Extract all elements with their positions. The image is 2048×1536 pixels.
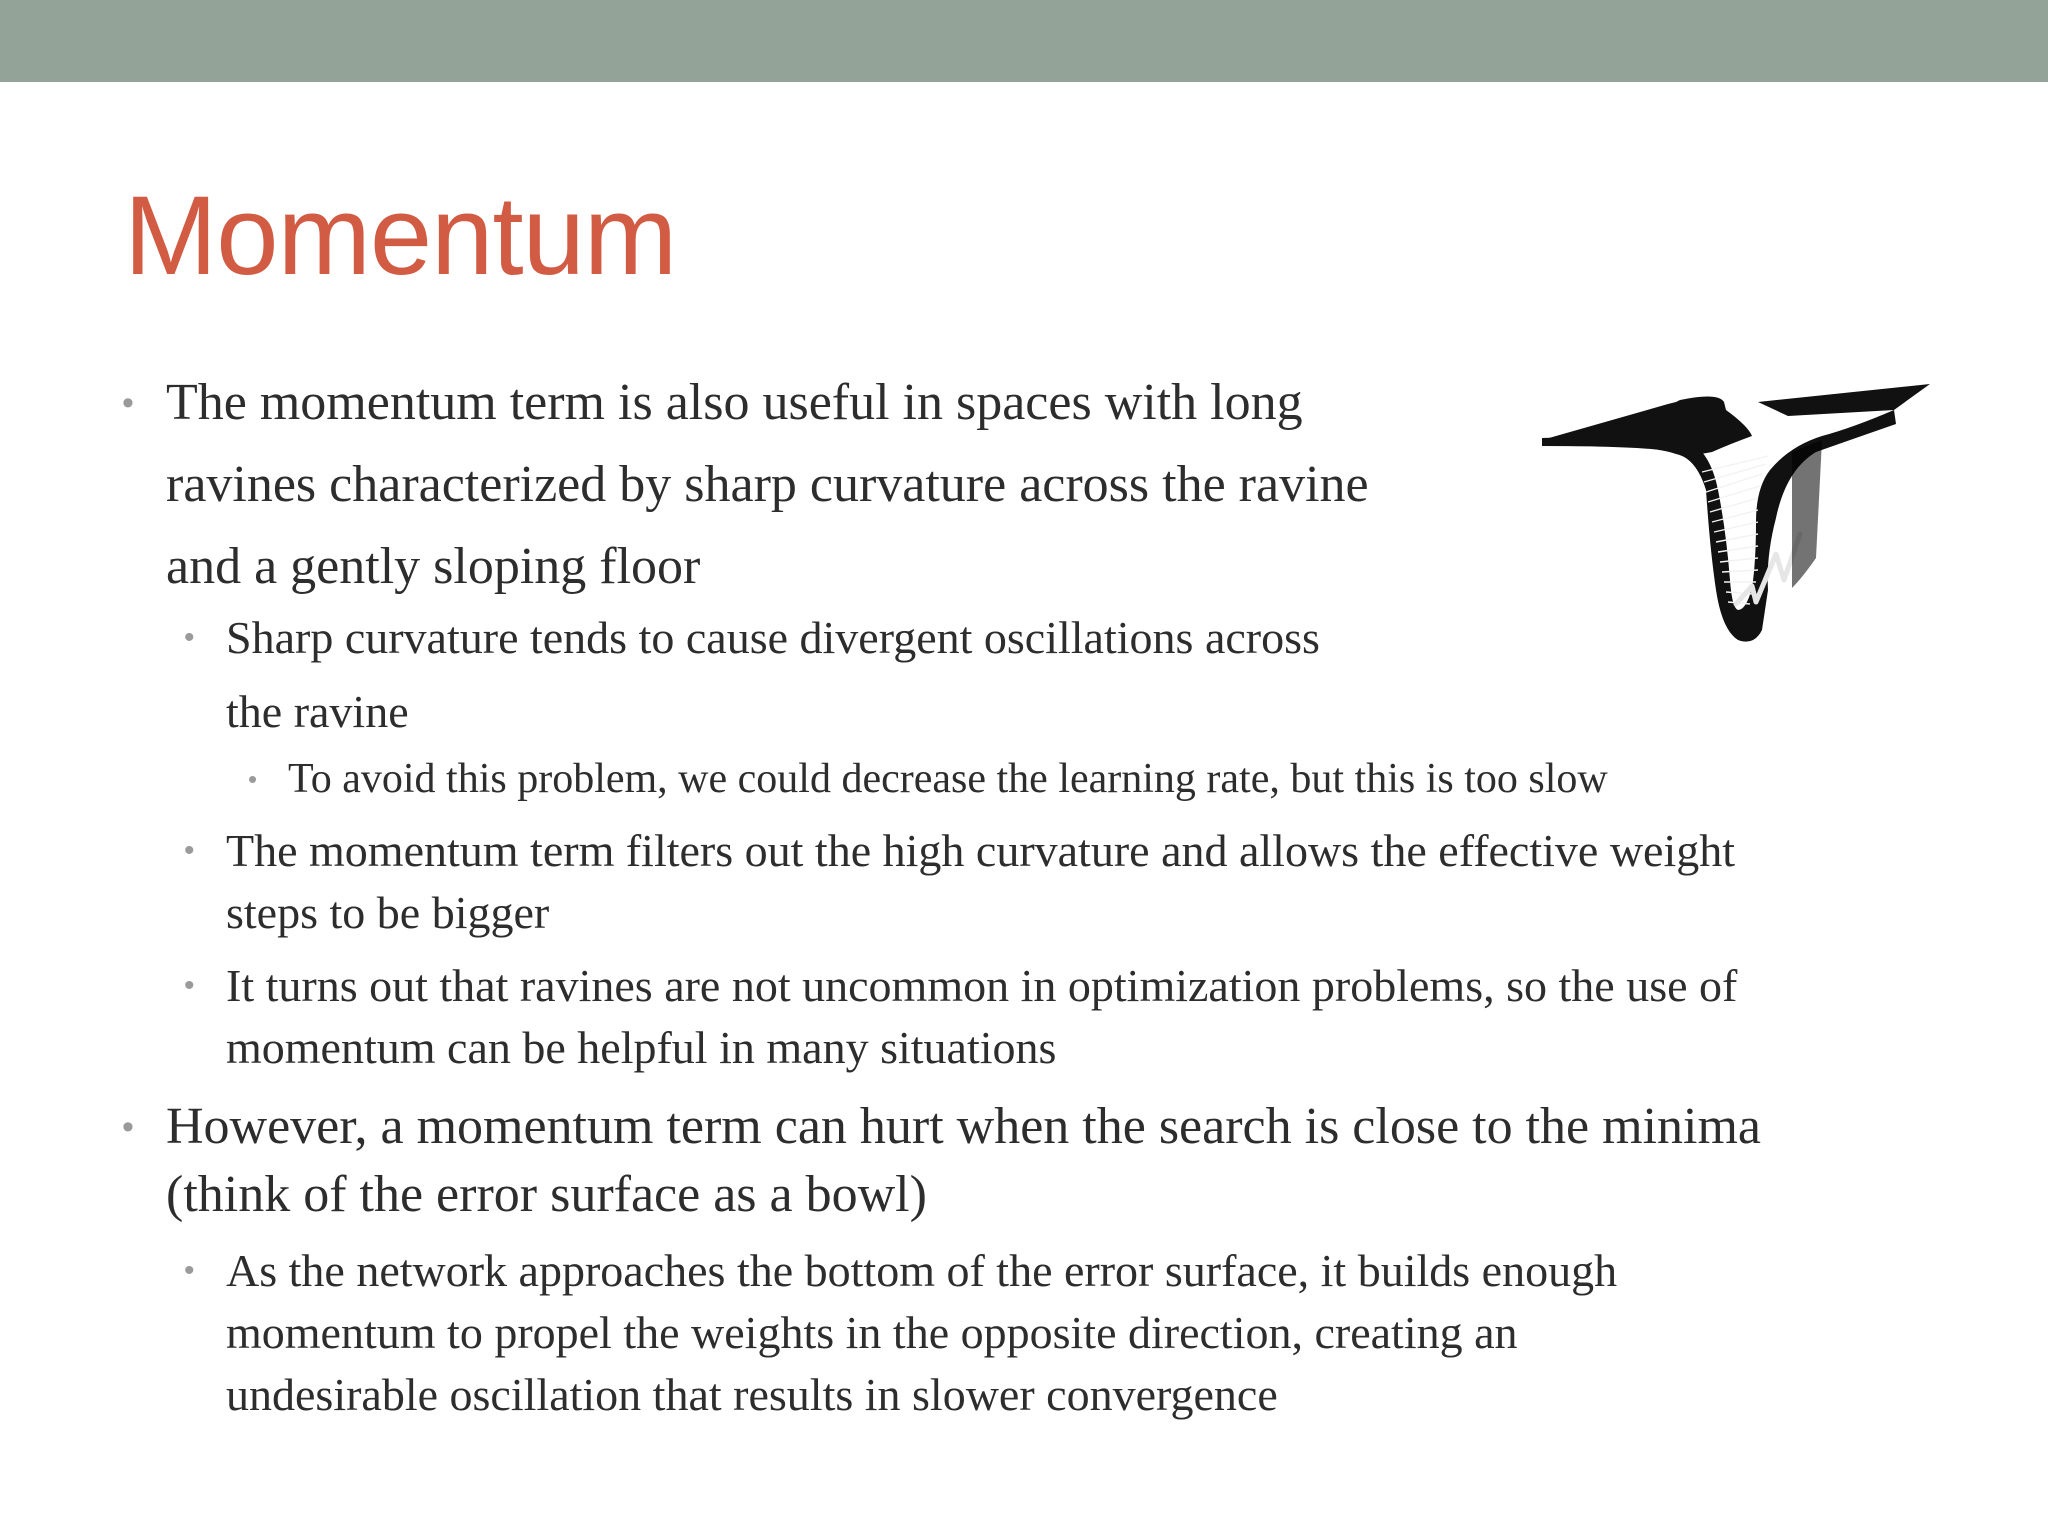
bullet-line: ravines characterized by sharp curvature across the ravine — [166, 456, 1369, 513]
bullet-line: Sharp curvature tends to cause divergent oscillations across — [226, 612, 1320, 663]
bullet-line: undesirable oscillation that results in slower convergence — [226, 1369, 1278, 1420]
bullet-dot-icon: • — [184, 621, 195, 654]
bullet-line: To avoid this problem, we could decrease the learning rate, but this is too slow — [288, 756, 1608, 802]
bullet-avoid-problem — [248, 753, 1608, 805]
bullet-line: As the network approaches the bottom of the error surface, it builds enough — [226, 1245, 1618, 1296]
bullet-line: momentum can be helpful in many situations — [226, 1022, 1057, 1073]
bullet-ravines-common — [184, 955, 1738, 1079]
bullet-dot-icon: • — [122, 1108, 134, 1146]
bullet-dot-icon: • — [122, 384, 134, 422]
bullet-ravines — [122, 362, 1369, 608]
bullet-dot-icon: • — [184, 969, 195, 1002]
bullet-line: momentum to propel the weights in the opposite direction, creating an — [226, 1307, 1518, 1358]
bullet-line: steps to be bigger — [226, 887, 550, 938]
bullet-line: The momentum term is also useful in spaces with long — [166, 374, 1303, 431]
bullet-line: the ravine — [226, 686, 409, 737]
bullet-line: However, a momentum term can hurt when the search is close to the minima — [166, 1098, 1761, 1155]
bullet-momentum-hurts — [122, 1093, 1761, 1229]
bullet-line: (think of the error surface as a bowl) — [166, 1166, 927, 1223]
bullet-dot-icon: • — [248, 764, 258, 794]
bullet-filters-curvature — [184, 820, 1736, 944]
ravine-surface-icon — [1530, 340, 1950, 680]
bullet-line: The momentum term filters out the high curvature and allows the effective weight — [226, 825, 1736, 876]
bullet-network-approaches — [184, 1240, 1618, 1426]
bullet-line: It turns out that ravines are not uncommon in optimization problems, so the use of — [226, 960, 1738, 1011]
slide-title: Momentum — [124, 173, 677, 298]
bullet-line: and a gently sloping floor — [166, 538, 701, 595]
bullet-dot-icon: • — [184, 1254, 195, 1287]
bullet-dot-icon: • — [184, 834, 195, 867]
bullet-sharp-curvature — [184, 601, 1320, 749]
top-header-bar — [0, 0, 2048, 82]
